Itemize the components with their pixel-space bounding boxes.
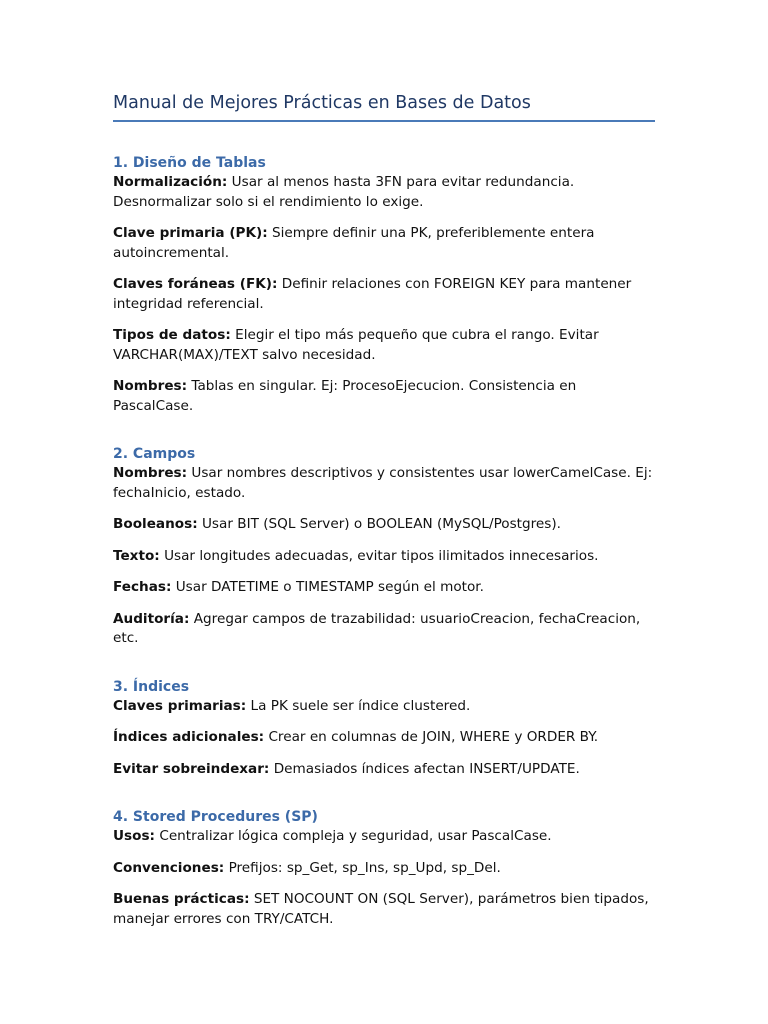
list-item — [113, 760, 655, 780]
item-text: Definir relaciones con FOREIGN KEY para mantener integridad referencial. — [113, 276, 632, 312]
item-term: Nombres: — [113, 465, 188, 481]
list-item — [113, 377, 655, 416]
list-item — [113, 547, 655, 567]
item-term: Normalización: — [113, 174, 228, 190]
item-text: Usar BIT (SQL Server) o BOOLEAN (MySQL/Postgres). — [201, 516, 561, 532]
section-heading: 1. Diseño de Tablas — [113, 155, 266, 171]
list-item — [113, 610, 655, 649]
section-heading: 2. Campos — [113, 446, 196, 462]
item-term: Evitar sobreindexar: — [113, 760, 270, 777]
item-text: Elegir el tipo más pequeño que cubra el rango. Evitar VARCHAR(MAX)/TEXT salvo necesidad. — [113, 327, 599, 363]
item-text: Tablas en singular. Ej: ProcesoEjecucion. Consistencia en PascalCase. — [113, 378, 577, 414]
item-term: Índices adicionales: — [113, 729, 265, 745]
list-item — [113, 578, 655, 598]
item-text: Usar nombres descriptivos y consistentes usar lowerCamelCase. Ej: fechaInicio, estado. — [113, 465, 653, 501]
item-term: Usos: — [113, 828, 155, 844]
section-fields — [113, 445, 655, 649]
section-heading: 3. Índices — [113, 678, 190, 695]
item-text: Siempre definir una PK, preferiblemente entera autoincremental. — [113, 225, 595, 261]
item-text: Crear en columnas de JOIN, WHERE y ORDER BY. — [268, 729, 599, 745]
list-item — [113, 173, 655, 212]
list-item — [113, 275, 655, 314]
list-item — [113, 859, 655, 879]
item-term: Auditoría: — [113, 610, 190, 627]
item-text: La PK suele ser índice clustered. — [250, 697, 471, 714]
list-item — [113, 464, 655, 503]
item-term: Texto: — [113, 547, 160, 564]
item-term: Tipos de datos: — [113, 327, 231, 343]
list-item — [113, 697, 655, 717]
list-item — [113, 224, 655, 263]
item-term: Nombres: — [113, 378, 188, 394]
item-term: Convenciones: — [113, 859, 225, 876]
item-text: Agregar campos de trazabilidad: usuarioCreacion, fechaCreacion, etc. — [113, 610, 641, 646]
item-text: Usar al menos hasta 3FN para evitar redundancia. Desnormalizar solo si el rendimiento lo exige. — [113, 174, 575, 210]
item-term: Booleanos: — [113, 516, 198, 532]
item-term: Clave primaria (PK): — [113, 225, 268, 241]
item-text: Usar longitudes adecuadas, evitar tipos ilimitados innecesarios. — [164, 547, 599, 564]
item-term: Fechas: — [113, 579, 172, 595]
section-indexes — [113, 678, 655, 780]
item-term: Claves foráneas (FK): — [113, 276, 278, 292]
section-stored-procedures — [113, 808, 655, 929]
item-text: Centralizar lógica compleja y seguridad, usar PascalCase. — [159, 828, 552, 844]
list-item — [113, 890, 655, 929]
section-table-design — [113, 154, 655, 416]
item-text: Demasiados índices afectan INSERT/UPDATE. — [273, 760, 580, 777]
document-page — [113, 92, 655, 929]
page-title: Manual de Mejores Prácticas en Bases de Datos — [113, 92, 655, 122]
section-heading: 4. Stored Procedures (SP) — [113, 809, 318, 825]
list-item — [113, 728, 655, 748]
list-item — [113, 827, 655, 847]
item-text: Prefijos: sp_Get, sp_Ins, sp_Upd, sp_Del. — [228, 859, 501, 876]
item-text: SET NOCOUNT ON (SQL Server), parámetros bien tipados, manejar errores con TRY/CATCH. — [113, 891, 649, 927]
list-item — [113, 326, 655, 365]
item-term: Buenas prácticas: — [113, 891, 250, 907]
item-text: Usar DATETIME o TIMESTAMP según el motor. — [175, 579, 484, 595]
item-term: Claves primarias: — [113, 697, 247, 714]
list-item — [113, 515, 655, 535]
